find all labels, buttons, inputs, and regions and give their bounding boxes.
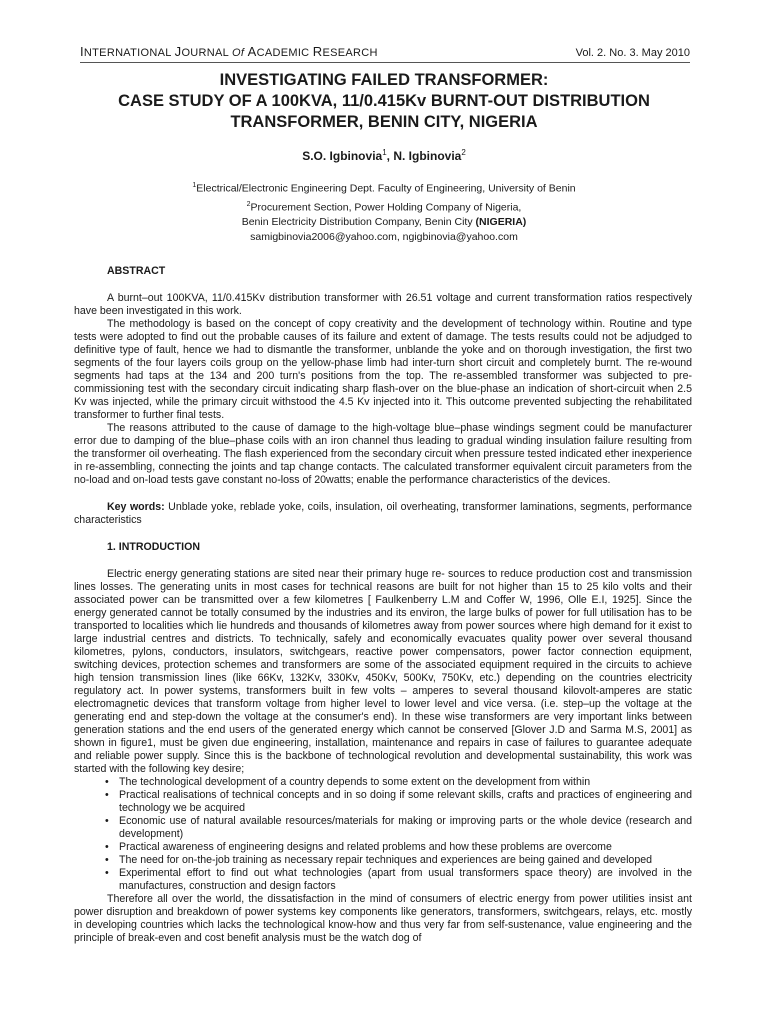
bullet-icon: • <box>105 776 109 788</box>
abstract-paragraph: The methodology is based on the concept of copy creativity and the development of technology within. Routine and type tests were adopted to find out the probable causes of its failure and extent of damage. The tests results could not be adjudged to definitive type of fault, hence we had to dismantle the transformer, unblande the yoke and on thorough investigation, the first two segments of the four layers coils group on the yellow-phase limb had inter-turn short circuit and completely burnt. The re-wound segments had taps at the 134 and 200 turn's positions from the top. The re-assembled transformer was subjected to pre-commissioning test with the secondary circuit indicating sharp flash-over on the blue-phase an indication of short-circuit when 2.5 Kv was injected, while the primary circuit withstood the 4.5 Kv injected into it. This outcome prevented subjecting the rehabilitated transformer to further final tests. <box>74 318 692 421</box>
keywords <box>74 501 692 527</box>
list-item-text: Practical awareness of engineering designs and related problems and how these problems are overcome <box>119 841 612 853</box>
author-list <box>0 148 768 163</box>
affiliation-text: Benin Electricity Distribution Company, Benin City <box>241 216 476 228</box>
abstract-heading: ABSTRACT <box>107 265 166 277</box>
section-heading: 1. INTRODUCTION <box>107 541 200 553</box>
key-desire-list <box>74 776 692 893</box>
abstract-section <box>74 265 692 945</box>
intro-paragraph: Electric energy generating stations are sited near their primary huge re- sources to reduce production cost and transmission lines losses. The generating units in most cases for technical reasons are built for not higher than 15 to 25 kilo volts and their associated power can be transmitted over a few kilometres [ Faulkenberry L.M and Coffer W, 1996, Olle E.I, 1925]. Since the energy generated cannot be totally consumed by the industries and its environ, the large bulks of power for full utilisation has to be transported to localities which lie hundreds and thousands of kilometres away from power sources where high demand for it exist to large industrial centres and districts. To technically, safely and economically evacuates quality power over several thousand kilometres, pylons, conductors, insulators, switchgears, reactive power compensators, power factor connection equipment, switching devices, protection schemes and transformers are some of the associated equipment required in the circuits to achieve high tension transmission lines (like 66Kv, 132Kv, 330Kv, 450Kv, 500Kv, 750Kv, etc.) depending on the countries electricity regulatory act. In power systems, transformers built in few volts – amperes to several thousand kilovolt-amperes are static electromagnetic devices that transform voltage from higher level to lower level and vice versa. (i.e. step–up the voltage at the generating end and step-down the voltage at the consumer's end). In these wise transformers are very important links between generation stations and the end users of the generated energy which cannot be conserved [Glover J.D and Sarma M.S, 2001] as shown in figure1, must be given due engineering, installation, maintenance and repairs in case of failures to guarantee adequate and reliable power supply. Since this is the backbone of technological revolution and developmental sustainability, this work was started with the following key desire; <box>74 568 692 775</box>
bullet-icon: • <box>105 789 109 801</box>
abstract-paragraph: The reasons attributed to the cause of damage to the high-voltage blue–phase windings segment could be manufacturer error due to damping of the blue–phase coils with an iron channel thus leading to gradual winding insulation failure resulting from the transformer oil overheating. The flash experienced from the secondary circuit when pressure tested indicated ether inexperience in re-assembling, connecting the joints and tap change contacts. The calculated transformer equivalent circuit parameters from the no-load and on-load tests gave constant no-loss of 20watts; enable the performance characteristics of the devices. <box>74 422 692 486</box>
list-item <box>105 867 692 893</box>
affiliation-line <box>0 215 768 230</box>
list-item <box>105 776 692 789</box>
journal-word: CADEMIC <box>256 47 310 59</box>
keywords-text: Unblade yoke, reblade yoke, coils, insulation, oil overheating, transformer laminations, segments, performance characteristics <box>74 501 692 526</box>
affiliation-marker: 2 <box>461 148 466 157</box>
affiliation-marker: 1 <box>192 182 197 189</box>
abstract-paragraph: A burnt–out 100KVA, 11/0.415Kv distribution transformer with 26.51 voltage and current transformation ratios respectively have been investigated in this work. <box>74 292 692 317</box>
title-line: INVESTIGATING FAILED TRANSFORMER: <box>219 71 549 89</box>
list-item-text: Experimental effort to find out what technologies (apart from usual transformers space theory) are involved in the manufactures, construction and design factors <box>119 867 692 892</box>
running-header <box>80 44 690 63</box>
journal-name <box>80 44 378 59</box>
journal-initial: R <box>312 44 323 59</box>
list-item-text: The technological development of a country depends to some extent on the development from within <box>119 776 591 788</box>
author-name: N. Igbinovia <box>393 149 462 163</box>
affiliation-text: Procurement Section, Power Holding Company of Nigeria, <box>250 201 522 213</box>
title-line: TRANSFORMER, BENIN CITY, NIGERIA <box>230 113 538 131</box>
affiliation-text: Electrical/Electronic Engineering Dept. Faculty of Engineering, University of Benin <box>196 182 576 195</box>
volume-info: Vol. 2. No. 3. May 2010 <box>575 47 690 59</box>
list-item <box>105 854 692 867</box>
author-name: S.O. Igbinovia <box>302 149 383 163</box>
bullet-icon: • <box>105 815 109 827</box>
list-item <box>105 841 692 854</box>
journal-word: ESEARCH <box>322 47 378 59</box>
list-item-text: Economic use of natural available resources/materials for making or improving parts or the whole device (research and development) <box>119 815 692 840</box>
list-item-text: Practical realisations of technical concepts and in so doing if some relevant skills, crafts and practices of engineering and technology we be acquired <box>119 789 692 814</box>
title-line: CASE STUDY OF A 100KVA, 11/0.415Kv BURNT-OUT DISTRIBUTION <box>118 92 650 110</box>
affiliation-country: (NIGERIA) <box>475 216 527 228</box>
author-emails[interactable]: samigbinovia2006@yahoo.com, ngigbinovia@yahoo.com <box>250 231 518 243</box>
list-item-text: The need for on-the-job training as necessary repair techniques and experiences are being gained and developed <box>119 854 652 866</box>
journal-initial: I <box>80 44 84 59</box>
intro-paragraph: Therefore all over the world, the dissatisfaction in the mind of consumers of electric energy from power utilities insist ant power disruption and breakdown of power systems key components like generators, transformers, switchgears, relays, etc. mostly in developing countries which lacks the technological know-how and thus very far from self-sustenance, value engineering and the principle of break-even and cost benefit analysis must be the watch dog of <box>74 893 692 944</box>
affiliation-line <box>0 178 768 197</box>
journal-initial: J <box>174 44 182 59</box>
list-item <box>105 815 692 841</box>
journal-word: NTERNATIONAL <box>83 47 172 59</box>
journal-word: OURNAL <box>181 47 229 59</box>
bullet-icon: • <box>105 841 109 853</box>
bullet-icon: • <box>105 854 109 866</box>
bullet-icon: • <box>105 867 109 879</box>
affiliation-line <box>0 197 768 216</box>
keywords-label: Key words: <box>107 501 165 513</box>
author-separator: , <box>386 149 394 163</box>
affiliation-marker: 2 <box>246 200 251 208</box>
journal-initial: A <box>247 44 257 59</box>
affiliations <box>0 178 768 245</box>
affiliation-marker: 1 <box>382 148 387 157</box>
paper-title <box>70 70 698 133</box>
journal-word: Of <box>232 47 245 59</box>
list-item <box>105 789 692 815</box>
